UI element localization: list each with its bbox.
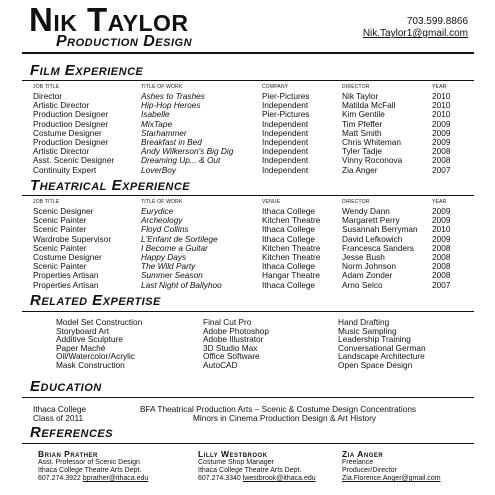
expertise-item: Hand Drafting [338, 317, 390, 327]
education-degree: BFA Theatrical Production Arts – Scenic & Costume Design Concentrations [140, 404, 417, 414]
expertise-item: Adobe Photoshop [203, 325, 269, 336]
theatre-year-cell: 2008 [432, 242, 451, 253]
theatre-director-cell: Jesse Bush [342, 252, 385, 262]
theatre-company-cell: Kitchen Theatre [262, 215, 321, 226]
reference-phone: 607.274.3340 [198, 475, 241, 482]
expertise-item: Office Software [203, 351, 260, 362]
reference-card [342, 449, 441, 483]
film-work-title-cell: Andy Wilkerson's Big Dig [141, 146, 234, 157]
film-company-cell: Independent [262, 127, 309, 138]
theatre-work-title-cell: Eurydice [141, 206, 174, 216]
theatre-year-cell: 2009 [432, 215, 451, 226]
expertise-item: Oil/Watercolor/Acrylic [56, 351, 135, 362]
film-director-cell: Zia Anger [342, 164, 378, 175]
theatre-work-title-cell: I Become a Guitar [141, 242, 208, 253]
expertise-item: 3D Studio Max [203, 342, 258, 353]
film-year-cell: 2010 [432, 109, 451, 120]
film-job-title-cell: Continuity Expert [33, 164, 97, 175]
film-director-cell: Tim Pfeffer [342, 118, 383, 129]
theatre-year-cell: 2008 [432, 252, 451, 262]
theatre-director-cell: Adam Zonder [342, 270, 393, 281]
theatre-work-title-cell: L'Enfant de Sortilege [141, 233, 218, 244]
reference-card [198, 449, 316, 483]
film-company-cell: Independent [262, 155, 309, 166]
theatre-company-cell: Ithaca College [262, 261, 316, 272]
expertise-item: Paper Maché [56, 342, 106, 353]
film-year-cell: 2009 [432, 118, 451, 129]
film-job-title-cell: Artistic Director [33, 146, 90, 157]
theatre-year-cell: 2009 [432, 233, 451, 244]
theatre-job-title-cell: Properties Artisan [33, 279, 99, 290]
theatre-work-title-cell: The Wild Party [141, 261, 196, 272]
theatre-job-title-cell: Wardrobe Supervisor [33, 233, 112, 244]
reference-email-link[interactable]: Zia.Florence.Anger@gmail.com [342, 475, 441, 482]
expertise-item: Conversational German [338, 342, 426, 353]
film-col-header: DIRECTOR [342, 84, 370, 90]
education-minors: Minors in Cinema Production Design & Art History [193, 413, 377, 423]
reference-role: Freelance [342, 459, 374, 466]
theatre-job-title-cell: Scenic Painter [33, 261, 87, 272]
education-class: Class of 2011 [33, 413, 84, 423]
film-director-cell: Kim Gentile [342, 109, 385, 120]
expertise-column-2 [203, 318, 269, 370]
expertise-column-3 [338, 318, 426, 370]
film-job-title-cell: Production Designer [33, 137, 109, 147]
theatre-year-cell: 2007 [432, 279, 451, 290]
reference-org: Producer/Director [342, 467, 397, 474]
theatre-year-cell: 2009 [432, 206, 451, 216]
theatre-rule [22, 195, 474, 196]
theatre-work-title-cell: Happy Days [141, 252, 187, 262]
theatre-col-header: JOB TITLE [33, 199, 60, 205]
theatre-work-title-cell: Last Night of Ballyhoo [141, 279, 222, 290]
film-year-cell: 2009 [432, 127, 451, 138]
reference-name: Zia Anger [342, 449, 384, 459]
theatre-col-header: VENUE [262, 199, 281, 205]
film-job-title-cell: Costume Designer [33, 127, 102, 138]
reference-email-link[interactable]: lwestbrook@ithaca.edu [242, 475, 316, 482]
resume-name: Nik Taylor [29, 1, 189, 38]
theatre-work-title-cell: Floyd Collins [141, 224, 189, 235]
film-job-title-cell: Artistic Director [33, 100, 90, 111]
theatre-col-header: YEAR [432, 199, 447, 205]
theatre-director-cell: Margarett Perry [342, 215, 400, 226]
theatre-table [0, 199, 495, 291]
theatre-company-cell: Ithaca College [262, 224, 316, 235]
film-rule [22, 80, 474, 81]
reference-contact [342, 475, 441, 483]
film-director-cell: Vinny Roconova [342, 155, 403, 166]
header-rule [22, 52, 474, 54]
film-year-cell: 2010 [432, 91, 451, 101]
expertise-rule [22, 311, 474, 312]
resume-subtitle: Production Design [56, 33, 193, 50]
theatre-job-title-cell: Scenic Painter [33, 215, 87, 226]
phone-number: 703.599.8866 [406, 16, 468, 27]
theatre-work-title-cell: Summer Season [141, 270, 203, 281]
film-job-title-cell: Production Designer [33, 109, 109, 120]
theatre-company-cell: Kitchen Theatre [262, 252, 321, 262]
film-year-cell: 2010 [432, 100, 451, 111]
film-col-header: COMPANY [262, 84, 289, 90]
film-row [0, 166, 495, 175]
film-work-title-cell: Ashes to Trashes [141, 91, 205, 101]
theatre-job-title-cell: Scenic Painter [33, 242, 87, 253]
expertise-section-title: Related Expertise [30, 292, 161, 309]
reference-name: Brian Prather [38, 449, 98, 459]
film-company-cell: Independent [262, 164, 309, 175]
theatre-director-cell: Wendy Dann [342, 206, 390, 216]
theatre-company-cell: Kitchen Theatre [262, 242, 321, 253]
film-company-cell: Independent [262, 146, 309, 157]
film-company-cell: Independent [262, 137, 309, 147]
theatre-work-title-cell: Archeology [141, 215, 183, 226]
expertise-item: Storyboard Art [56, 325, 110, 336]
film-job-title-cell: Director [33, 91, 63, 101]
expertise-item: Additive Sculpture [56, 334, 123, 345]
film-director-cell: Matt Smith [342, 127, 382, 138]
education-school: Ithaca College [33, 404, 87, 414]
film-work-title-cell: LoverBoy [141, 164, 177, 175]
references-section-title: References [30, 424, 114, 441]
film-year-cell: 2007 [432, 164, 451, 175]
theatre-director-cell: Norm Johnson [342, 261, 396, 272]
film-company-cell: Independent [262, 118, 309, 129]
film-work-title-cell: Hip-Hop Heroes [141, 100, 201, 111]
film-year-cell: 2009 [432, 137, 451, 147]
film-work-title-cell: Dreaming Up... & Out [141, 155, 221, 166]
theatre-job-title-cell: Scenic Designer [33, 206, 94, 216]
film-work-title-cell: Breakfast in Bed [141, 137, 202, 147]
film-director-cell: Nik Taylor [342, 91, 379, 101]
theatre-job-title-cell: Properties Artisan [33, 270, 99, 281]
reference-role: Asst. Professor of Scenic Design [38, 459, 140, 466]
theatre-year-cell: 2008 [432, 261, 451, 272]
film-director-cell: Tyler Tadje [342, 146, 382, 157]
film-col-header: YEAR [432, 84, 447, 90]
film-company-cell: Pier-Pictures [262, 109, 310, 120]
film-work-title-cell: Starhammer [141, 127, 187, 138]
reference-contact [38, 475, 148, 483]
theatre-job-title-cell: Scenic Painter [33, 224, 87, 235]
film-section-title: Film Experience [30, 62, 144, 79]
film-work-title-cell: Isabelle [141, 109, 170, 120]
theatre-col-header: DIRECTOR [342, 199, 370, 205]
theatre-year-cell: 2008 [432, 270, 451, 281]
theatre-director-cell: David Lefkowich [342, 233, 403, 244]
film-work-title-cell: MixTape [141, 118, 173, 129]
reference-card [38, 449, 148, 483]
expertise-item: Model Set Construction [56, 317, 143, 327]
expertise-item: Open Space Design [338, 359, 413, 370]
film-director-cell: Matilda McFall [342, 100, 396, 111]
expertise-column-1 [56, 318, 142, 370]
reference-role: Costume Shop Manager [198, 459, 274, 466]
reference-phone: 607.274.3922 [38, 475, 81, 482]
reference-contact [198, 475, 316, 483]
email-link[interactable]: Nik.Taylor1@gmail.com [362, 28, 468, 39]
film-year-cell: 2008 [432, 146, 451, 157]
film-director-cell: Chris Whiteman [342, 137, 402, 147]
theatre-job-title-cell: Costume Designer [33, 252, 102, 262]
theatre-company-cell: Hangar Theatre [262, 270, 320, 281]
theatre-row [0, 281, 495, 290]
expertise-item: Adobe Illustrator [203, 334, 264, 345]
theatre-director-cell: Francesca Sanders [342, 242, 414, 253]
film-company-cell: Independent [262, 100, 309, 111]
film-table [0, 84, 495, 176]
film-year-cell: 2008 [432, 155, 451, 166]
film-job-title-cell: Production Designer [33, 118, 109, 129]
film-col-header: TITLE OF WORK [141, 84, 183, 90]
reference-email-link[interactable]: bprather@ithaca.edu [82, 475, 149, 482]
expertise-item: AutoCAD [203, 359, 238, 370]
theatre-company-cell: Ithaca College [262, 206, 316, 216]
expertise-item: Leadership Training [338, 334, 411, 345]
film-job-title-cell: Asst. Scenic Designer [33, 155, 115, 166]
references-rule [22, 443, 474, 444]
theatre-section-title: Theatrical Experience [30, 177, 191, 194]
expertise-item: Final Cut Pro [203, 317, 252, 327]
reference-org: Ithaca College Theatre Arts Dept. [198, 467, 302, 474]
film-col-header: JOB TITLE [33, 84, 60, 90]
education-section-title: Education [30, 378, 102, 395]
theatre-director-cell: Arno Selco [342, 279, 383, 290]
expertise-item: Landscape Architecture [338, 351, 425, 362]
theatre-year-cell: 2010 [432, 224, 451, 235]
theatre-col-header: TITLE OF WORK [141, 199, 183, 205]
education-rule [22, 397, 474, 398]
theatre-company-cell: Ithaca College [262, 279, 316, 290]
reference-org: Ithaca College Theatre Arts Dept. [38, 467, 142, 474]
reference-name: Lilly Westbrook [198, 449, 268, 459]
theatre-director-cell: Susannah Berryman [342, 224, 418, 235]
theatre-company-cell: Ithaca College [262, 233, 316, 244]
expertise-item: Music Sampling [338, 325, 397, 336]
film-company-cell: Pier-Pictures [262, 91, 310, 101]
expertise-item: Mask Construction [56, 359, 125, 370]
